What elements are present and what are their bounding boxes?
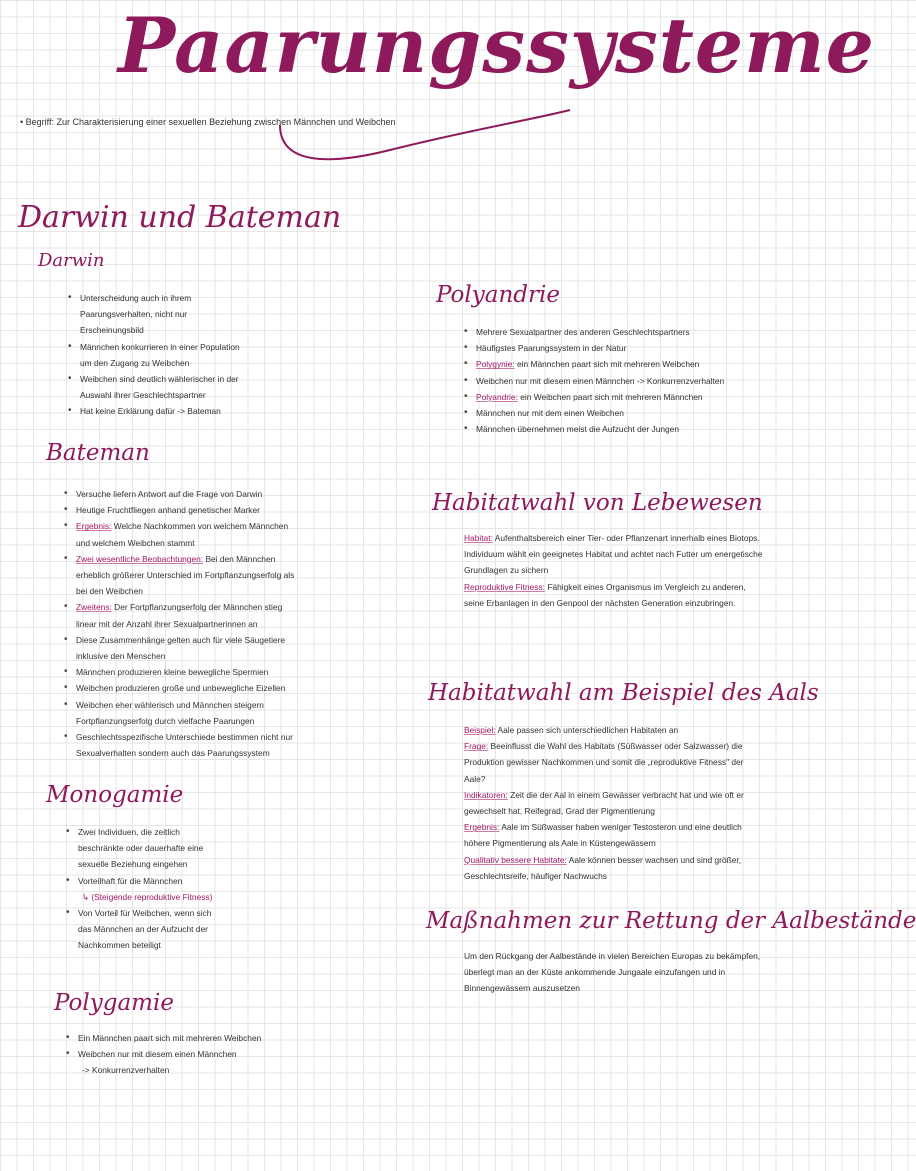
list-item: • Versuche liefern Antwort auf die Frage von Darwin xyxy=(64,486,304,502)
list-item: • Männchen nur mit dem einen Weibchen xyxy=(464,405,764,421)
term-label: Indikatoren: xyxy=(464,789,508,800)
heading-darwin: Darwin xyxy=(38,250,105,271)
list-item: • Zweitens: Der Fortpflanzungserfolg der Männchen stieg linear mit der Anzahl ihrer Sexualpartnerinnen an xyxy=(64,599,304,631)
list-item: • Diese Zusammenhänge gelten auch für viele Säugetiere inklusive den Menschen xyxy=(64,632,304,664)
list-item: • Polygynie: ein Männchen paart sich mit mehreren Weibchen xyxy=(464,356,764,372)
list-item: • Heutige Fruchtfliegen anhand genetischer Marker xyxy=(64,502,304,518)
list-item: • Männchen konkurrieren in einer Population um den Zugang zu Weibchen xyxy=(68,339,248,371)
list-item: • Hat keine Erklärung dafür -> Bateman xyxy=(68,403,248,419)
list-item: • Weibchen sind deutlich wählerischer in der Auswahl ihrer Geschlechtspartner xyxy=(68,371,248,403)
term-label: Beispiel: xyxy=(464,725,496,735)
bateman-list xyxy=(64,486,304,761)
term-label: Qualitativ bessere Habitate: xyxy=(464,854,567,865)
list-item: • Mehrere Sexualpartner des anderen Geschlechtspartners xyxy=(464,324,764,340)
heading-habitatwahl: Habitatwahl von Lebewesen xyxy=(432,490,763,516)
list-item: • Von Vorteil für Weibchen, wenn sich das Männchen an der Aufzucht der Nachkommen beteiligt xyxy=(66,905,226,954)
rettung-text xyxy=(464,948,764,997)
heading-polygamie: Polygamie xyxy=(54,990,174,1016)
heading-darwin-bateman: Darwin und Bateman xyxy=(18,200,342,235)
habitatwahl-text xyxy=(464,530,764,611)
fitness-definition: Reproduktive Fitness: Fähigkeit eines Organismus im Vergleich zu anderen, seine Erbanlagen in den Genpool der nächsten Generation einzubringen. xyxy=(464,581,746,608)
list-item: • Geschlechtsspezifische Unterschiede bestimmen nicht nur Sexualverhalten sondern auch das Paarungssystem xyxy=(64,729,304,761)
heading-rettung: Maßnahmen zur Rettung der Aalbestände xyxy=(426,908,916,934)
list-item: • Häufigstes Paarungssystem in der Natur xyxy=(464,340,764,356)
list-item: • Weibchen eher wählerisch und Männchen steigern Fortpflanzungserfolg durch vielfache Paarungen xyxy=(64,697,304,729)
aal-row: Indikatoren: Zeit die der Aal in einem Gewässer verbracht hat und wie oft er gewechselt hat, Reifegrad, Grad der Pigmentierung xyxy=(464,789,744,817)
heading-monogamie: Monogamie xyxy=(46,782,184,808)
list-item: • Männchen produzieren kleine bewegliche Spermien xyxy=(64,664,304,680)
definition-line: • Begriff: Zur Charakterisierung einer sexuellen Beziehung zwischen Männchen und Weibchen xyxy=(20,117,396,127)
list-item: • Ergebnis: Welche Nachkommen von welchem Männchen und welchem Weibchen stammt xyxy=(64,518,304,550)
term-label: Polygynie: xyxy=(476,359,515,370)
page-title: Paarungssysteme xyxy=(118,1,876,90)
aal-row: Ergebnis: Aale im Süßwasser haben weniger Testosteron und eine deutlich höhere Pigmentierung als Aale in Küstengewässern xyxy=(464,822,742,849)
term-label: Reproduktive Fitness: xyxy=(464,581,545,592)
polyandrie-list xyxy=(464,324,764,437)
list-item: • Unterscheidung auch in ihrem Paarungsverhalten, nicht nur Erscheinungsbild xyxy=(68,290,248,339)
list-subitem: ↳ (Steigende reproduktive Fitness) xyxy=(82,891,213,902)
darwin-list xyxy=(68,290,248,420)
list-item: • Polyandrie: ein Weibchen paart sich mit mehreren Männchen xyxy=(464,389,764,405)
list-item: • Weibchen nur mit diesem einen Männchen xyxy=(66,1046,296,1062)
heading-polyandrie: Polyandrie xyxy=(436,282,560,308)
term-label: Polyandrie: xyxy=(476,391,518,402)
term-label: Ergebnis: xyxy=(76,521,112,532)
aal-row: Qualitativ bessere Habitate: Aale können besser wachsen und sind größer, Geschlechtsreife, häufiger Nachwuchs xyxy=(464,854,742,881)
aal-row: Beispiel: Aale passen sich unterschiedlichen Habitaten an xyxy=(464,725,679,735)
monogamie-list xyxy=(66,824,226,954)
term-label: Habitat: xyxy=(464,533,493,543)
list-item: • Männchen übernehmen meist die Aufzucht der Jungen xyxy=(464,421,764,437)
title-swash-decoration xyxy=(270,100,670,170)
term-label: Ergebnis: xyxy=(464,822,500,833)
heading-bateman: Bateman xyxy=(46,440,150,466)
rettung-paragraph: Um den Rückgang der Aalbestände in vielen Bereichen Europas zu bekämpfen, überlegt man an der Küste ankommende Jungaale einzufangen und in Binnengewässern auszusetzen xyxy=(464,951,761,994)
term-label: Zweitens: xyxy=(76,602,112,613)
list-item: • Weibchen nur mit diesem einen Männchen -> Konkurrenzverhalten xyxy=(464,373,764,389)
habitat-definition: Habitat: Aufenthaltsbereich einer Tier- oder Pflanzenart innerhalb eines Biotops. Individuum wählt ein geeignetes Habitat und achtet nach Futter um energetische Grundlagen zu sichern xyxy=(464,533,763,576)
heading-aal: Habitatwahl am Beispiel des Aals xyxy=(428,680,819,706)
list-item: • Ein Männchen paart sich mit mehreren Weibchen xyxy=(66,1030,296,1046)
list-item: • Vorteilhaft für die Männchen xyxy=(66,873,226,889)
aal-text xyxy=(464,722,764,884)
list-item: • Weibchen produzieren große und unbewegliche Eizellen xyxy=(64,680,304,696)
list-item: • Zwei Individuen, die zeitlich beschränkte oder dauerhafte eine sexuelle Beziehung eingehen xyxy=(66,824,226,873)
polygamie-list xyxy=(66,1030,296,1079)
term-label: Frage: xyxy=(464,741,489,752)
aal-row: Frage: Beeinflusst die Wahl des Habitats (Süßwasser oder Salzwasser) die Produktion gewisser Nachkommen und somit die „reproduktive Fitness" der Aale? xyxy=(464,741,744,784)
term-label: Zwei wesentliche Beobachtungen: xyxy=(76,553,204,564)
list-item: • Zwei wesentliche Beobachtungen: Bei den Männchen erheblich größerer Unterschied im Fortpflanzungserfolg als bei den Weibchen xyxy=(64,551,304,600)
list-subitem: -> Konkurrenzverhalten xyxy=(82,1065,170,1076)
